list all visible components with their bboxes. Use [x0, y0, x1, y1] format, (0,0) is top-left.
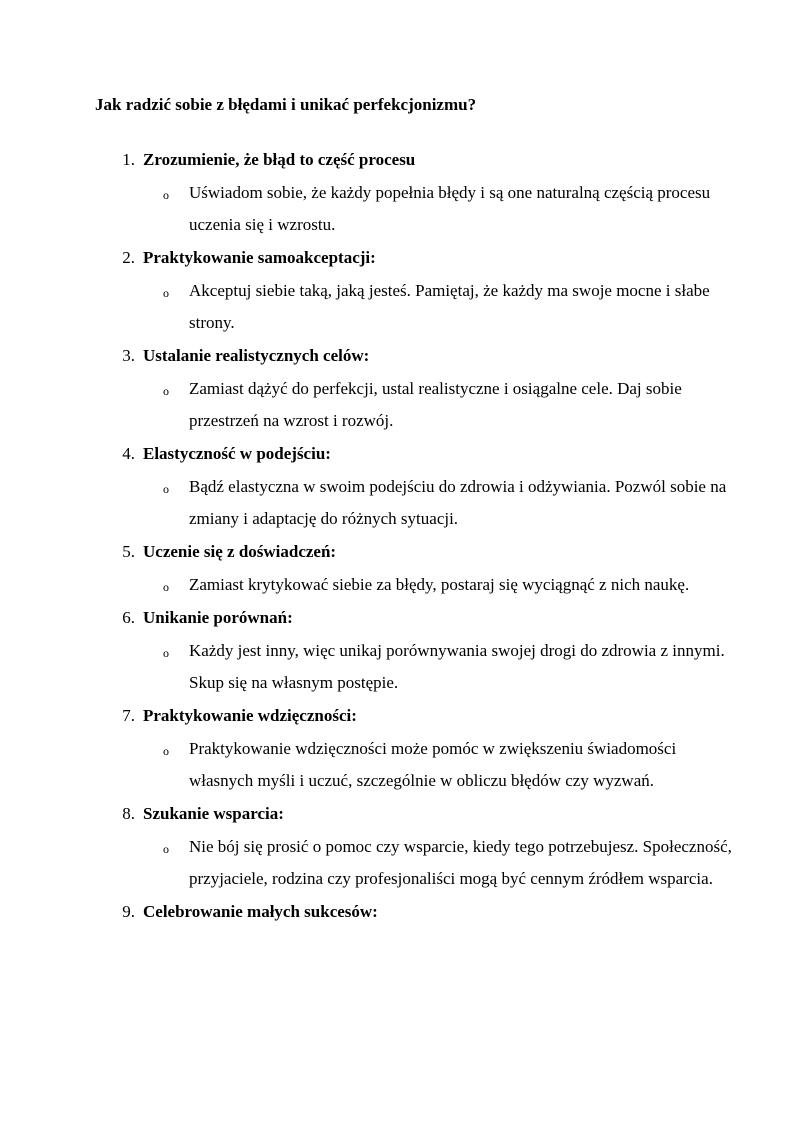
bullet-text: Zamiast dążyć do perfekcji, ustal realistyczne i osiągalne cele. Daj sobie przestrzeń na wzrost i rozwój.: [189, 379, 682, 430]
bullet-text: Każdy jest inny, więc unikaj porównywania swojej drogi do zdrowia z innymi. Skup się na własnym postępie.: [189, 641, 725, 692]
sub-bullet: [0, 569, 794, 601]
item-number: 8.: [122, 804, 135, 823]
sub-bullet: [0, 177, 794, 241]
bullet-text: Akceptuj siebie taką, jaką jesteś. Pamiętaj, że każdy ma swoje mocne i słabe strony.: [189, 281, 710, 332]
circle-bullet-icon: o: [163, 646, 169, 660]
item-number: 2.: [122, 248, 135, 267]
sub-bullet: [0, 275, 794, 339]
bullet-text: Uświadom sobie, że każdy popełnia błędy i są one naturalną częścią procesu uczenia się i wzrostu.: [189, 183, 711, 234]
item-heading: Zrozumienie, że błąd to część procesu: [143, 150, 416, 169]
item-heading: Celebrowanie małych sukcesów:: [143, 902, 378, 921]
bullet-text: Bądź elastyczna w swoim podejściu do zdrowia i odżywiania. Pozwól sobie na zmiany i adaptację do różnych sytuacji.: [189, 477, 727, 528]
list-item: [0, 339, 794, 437]
list-item: [0, 601, 794, 699]
item-number: 6.: [122, 608, 135, 627]
sub-bullet: [0, 733, 794, 797]
circle-bullet-icon: o: [163, 286, 169, 300]
circle-bullet-icon: o: [163, 580, 169, 594]
circle-bullet-icon: o: [163, 188, 169, 202]
list-item: [0, 797, 794, 895]
list-item: [0, 143, 794, 241]
item-number: 4.: [122, 444, 135, 463]
list-item: [0, 895, 794, 929]
item-number: 3.: [122, 346, 135, 365]
item-number: 1.: [122, 150, 135, 169]
list-item: [0, 437, 794, 535]
item-heading: Elastyczność w podejściu:: [143, 444, 331, 463]
item-heading: Praktykowanie wdzięczności:: [143, 706, 357, 725]
list-item: [0, 699, 794, 797]
list-item: [0, 535, 794, 601]
item-heading: Unikanie porównań:: [143, 608, 293, 627]
circle-bullet-icon: o: [163, 842, 169, 856]
item-number: 9.: [122, 902, 135, 921]
item-number: 7.: [122, 706, 135, 725]
bullet-text: Zamiast krytykować siebie za błędy, postaraj się wyciągnąć z nich naukę.: [189, 575, 690, 594]
circle-bullet-icon: o: [163, 482, 169, 496]
sub-bullet: [0, 831, 794, 895]
bullet-text: Nie bój się prosić o pomoc czy wsparcie, kiedy tego potrzebujesz. Społeczność, przyjaciele, rodzina czy profesjonaliści mogą być cennym źródłem wsparcia.: [189, 837, 732, 888]
document-title: Jak radzić sobie z błędami i unikać perfekcjonizmu?: [95, 95, 477, 114]
sub-bullet: [0, 373, 794, 437]
circle-bullet-icon: o: [163, 744, 169, 758]
sub-bullet: [0, 635, 794, 699]
item-heading: Praktykowanie samoakceptacji:: [143, 248, 376, 267]
list-item: [0, 241, 794, 339]
circle-bullet-icon: o: [163, 384, 169, 398]
item-heading: Ustalanie realistycznych celów:: [143, 346, 370, 365]
bullet-text: Praktykowanie wdzięczności może pomóc w zwiększeniu świadomości własnych myśli i uczuć, szczególnie w obliczu błędów czy wyzwań.: [189, 739, 677, 790]
sub-bullet: [0, 471, 794, 535]
numbered-list: [0, 143, 794, 929]
item-number: 5.: [122, 542, 135, 561]
item-heading: Uczenie się z doświadczeń:: [143, 542, 337, 561]
item-heading: Szukanie wsparcia:: [143, 804, 284, 823]
